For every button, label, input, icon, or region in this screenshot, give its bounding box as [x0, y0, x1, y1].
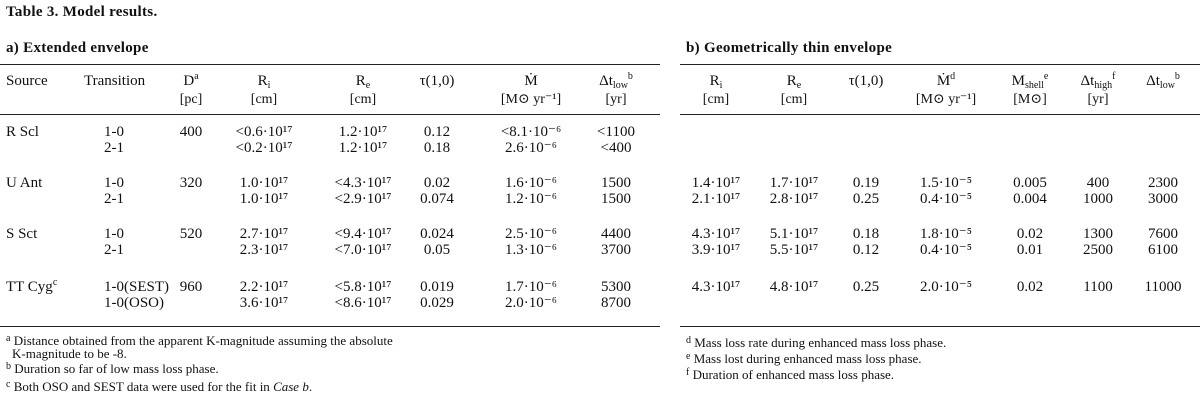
dthigh-cell: 2500	[1083, 242, 1113, 258]
header-ri-unit: [cm]	[702, 92, 730, 107]
footnote-d: $^d$ Mass loss rate during enhanced mass loss phase.	[686, 335, 947, 350]
ri-cell: 4.3·10¹⁷	[691, 226, 741, 242]
header-mdot: Ṁ$^d$	[936, 71, 956, 89]
tau-cell: 0.029	[420, 295, 454, 311]
footnote-f: $^f$ Duration of enhanced mass loss phase.	[686, 367, 895, 382]
header-transition: Transition	[84, 73, 146, 89]
mdot-cell: 1.8·10⁻⁵	[920, 226, 972, 242]
header-distance-unit: [pc]	[179, 92, 203, 107]
mshell-cell: 0.02	[1016, 226, 1044, 242]
dtlow-cell: 8700	[601, 295, 631, 311]
header-rule	[680, 114, 1200, 115]
header-ri: $R_i$	[709, 73, 723, 91]
tau-cell: 0.019	[420, 279, 454, 295]
ri-cell: 1.4·10¹⁷	[691, 175, 741, 191]
tau-cell: 0.12	[423, 124, 451, 140]
header-dtlow-unit: [yr]	[605, 92, 627, 107]
distance-cell: 320	[179, 175, 203, 191]
dthigh-cell: 1100	[1083, 279, 1113, 295]
re-cell: 5.1·10¹⁷	[769, 226, 819, 242]
dtlow-cell: 11000	[1144, 279, 1182, 295]
section-b-title: b) Geometrically thin envelope	[686, 40, 893, 56]
dthigh-cell: 400	[1086, 175, 1110, 191]
distance-cell: 520	[179, 226, 203, 242]
header-source: Source	[6, 73, 48, 89]
header-rule	[0, 114, 660, 115]
re-cell: <5.8·10¹⁷	[334, 279, 392, 295]
ri-cell: <0.2·10¹⁷	[235, 140, 293, 156]
mdot-cell: 1.2·10⁻⁶	[505, 191, 557, 207]
ri-cell: 4.3·10¹⁷	[691, 279, 741, 295]
re-cell: <7.0·10¹⁷	[334, 242, 392, 258]
header-dtlow: $\Delta t_{low}^b$	[1146, 71, 1180, 91]
ri-cell: 3.6·10¹⁷	[239, 295, 289, 311]
footnote-c: $^c$ Both OSO and SEST data were used for the fit in Case b.	[6, 379, 313, 394]
mdot-cell: 2.0·10⁻⁶	[505, 295, 557, 311]
mdot-cell: 1.7·10⁻⁶	[505, 279, 557, 295]
mdot-cell: 0.4·10⁻⁵	[920, 242, 972, 258]
re-cell: 1.2·10¹⁷	[338, 140, 388, 156]
top-rule	[680, 64, 1200, 65]
header-re-unit: [cm]	[780, 92, 808, 107]
source-cell: S Sct	[6, 226, 38, 242]
mdot-cell: 2.6·10⁻⁶	[505, 140, 557, 156]
mshell-cell: 0.004	[1013, 191, 1047, 207]
tau-cell: 0.18	[852, 226, 880, 242]
transition-cell: 1-0	[104, 226, 124, 242]
transition-cell: 1-0	[104, 175, 124, 191]
mdot-cell: 1.6·10⁻⁶	[505, 175, 557, 191]
header-tau: τ(1,0)	[848, 73, 884, 89]
dtlow-cell: 4400	[601, 226, 631, 242]
header-dthigh-unit: [yr]	[1087, 92, 1109, 107]
tau-cell: 0.02	[423, 175, 451, 191]
footnote-a: $^a$ Distance obtained from the apparent K-magnitude assuming the absolute	[6, 333, 393, 348]
ri-cell: 1.0·10¹⁷	[239, 191, 289, 207]
source-cell: U Ant	[6, 175, 43, 191]
ri-cell: <0.6·10¹⁷	[235, 124, 293, 140]
re-cell: 1.2·10¹⁷	[338, 124, 388, 140]
header-re: $R_e$	[786, 73, 802, 91]
footnote-b: $^b$ Duration so far of low mass loss phase.	[6, 361, 219, 376]
re-cell: <9.4·10¹⁷	[334, 226, 392, 242]
dtlow-cell: 6100	[1148, 242, 1178, 258]
tau-cell: 0.25	[852, 191, 880, 207]
dtlow-cell: <1100	[597, 124, 635, 140]
header-distance: $D^a$	[183, 71, 199, 89]
re-cell: 5.5·10¹⁷	[769, 242, 819, 258]
mshell-cell: 0.01	[1016, 242, 1044, 258]
distance-cell: 400	[179, 124, 203, 140]
ri-cell: 1.0·10¹⁷	[239, 175, 289, 191]
transition-cell: 2-1	[104, 191, 124, 207]
transition-cell: 1-0	[104, 124, 124, 140]
dtlow-cell: 2300	[1148, 175, 1178, 191]
dtlow-cell: 1500	[601, 175, 631, 191]
mshell-cell: 0.02	[1016, 279, 1044, 295]
header-mdot-unit: [M⊙ yr⁻¹]	[500, 92, 562, 107]
tau-cell: 0.074	[420, 191, 454, 207]
dthigh-cell: 1300	[1083, 226, 1113, 242]
mshell-cell: 0.005	[1013, 175, 1047, 191]
header-re: $R_e$	[355, 73, 371, 91]
header-re-unit: [cm]	[349, 92, 377, 107]
dtlow-cell: 3000	[1148, 191, 1178, 207]
footnote-e: $^e$ Mass lost during enhanced mass loss phase.	[686, 351, 922, 366]
mdot-cell: 1.5·10⁻⁵	[920, 175, 972, 191]
tau-cell: 0.18	[423, 140, 451, 156]
header-dthigh: $\Delta t_{high}^f$	[1080, 71, 1116, 91]
dtlow-cell: 5300	[601, 279, 631, 295]
bottom-rule	[680, 326, 1200, 327]
header-tau: τ(1,0)	[419, 73, 455, 89]
dtlow-cell: 1500	[601, 191, 631, 207]
bottom-rule	[0, 326, 660, 327]
ri-cell: 2.7·10¹⁷	[239, 226, 289, 242]
transition-cell: 2-1	[104, 242, 124, 258]
re-cell: 1.7·10¹⁷	[769, 175, 819, 191]
mdot-cell: 0.4·10⁻⁵	[920, 191, 972, 207]
re-cell: <4.3·10¹⁷	[334, 175, 392, 191]
re-cell: <2.9·10¹⁷	[334, 191, 392, 207]
header-ri: $R_i$	[257, 73, 271, 91]
dtlow-cell: <400	[600, 140, 632, 156]
header-mdot-unit: [M⊙ yr⁻¹]	[915, 92, 977, 107]
tau-cell: 0.25	[852, 279, 880, 295]
ri-cell: 3.9·10¹⁷	[691, 242, 741, 258]
source-cell: R Scl	[6, 124, 39, 140]
table-caption: Table 3. Model results.	[6, 4, 158, 20]
distance-cell: 960	[179, 279, 203, 295]
re-cell: 4.8·10¹⁷	[769, 279, 819, 295]
header-mshell: $M_{shell}^e$	[1011, 71, 1049, 91]
mdot-cell: 1.3·10⁻⁶	[505, 242, 557, 258]
section-a-title: a) Extended envelope	[6, 40, 149, 56]
mdot-cell: <8.1·10⁻⁶	[500, 124, 562, 140]
re-cell: <8.6·10¹⁷	[334, 295, 392, 311]
tau-cell: 0.05	[423, 242, 451, 258]
dtlow-cell: 3700	[601, 242, 631, 258]
tau-cell: 0.12	[852, 242, 880, 258]
tau-cell: 0.19	[852, 175, 880, 191]
tau-cell: 0.024	[420, 226, 454, 242]
mdot-cell: 2.0·10⁻⁵	[920, 279, 972, 295]
source-cell: TT Cyg$^c$	[6, 277, 58, 295]
header-mshell-unit: [M⊙]	[1013, 92, 1047, 107]
header-mdot: Ṁ	[524, 73, 538, 89]
header-ri-unit: [cm]	[250, 92, 278, 107]
transition-cell: 1-0(OSO)	[104, 295, 164, 311]
dthigh-cell: 1000	[1083, 191, 1113, 207]
footnote-a-cont: K-magnitude to be -8.	[12, 346, 127, 361]
header-dtlow: $\Delta t_{low}^b$	[599, 71, 633, 91]
mdot-cell: 2.5·10⁻⁶	[505, 226, 557, 242]
ri-cell: 2.2·10¹⁷	[239, 279, 289, 295]
top-rule	[0, 64, 660, 65]
re-cell: 2.8·10¹⁷	[769, 191, 819, 207]
dtlow-cell: 7600	[1148, 226, 1178, 242]
ri-cell: 2.1·10¹⁷	[691, 191, 741, 207]
transition-cell: 2-1	[104, 140, 124, 156]
ri-cell: 2.3·10¹⁷	[239, 242, 289, 258]
transition-cell: 1-0(SEST)	[104, 279, 169, 295]
